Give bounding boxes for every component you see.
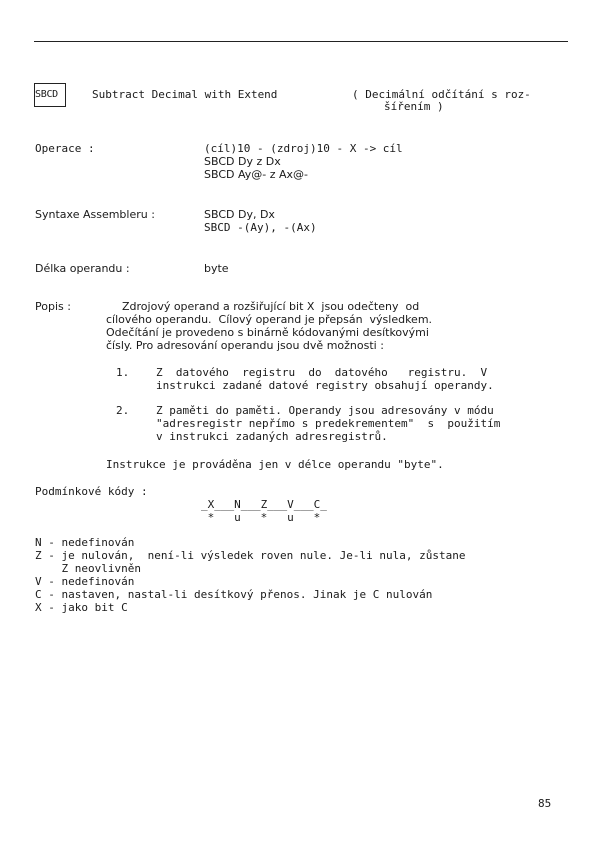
condition-legend-z-cont: Z neovlivněn bbox=[35, 562, 141, 575]
description-line-4: čísly. Pro adresování operandu jsou dvě možnosti : bbox=[106, 339, 384, 352]
list-item-1-line-1: Z datového registru do datového registru. V bbox=[156, 366, 488, 379]
list-item-2-line-2: "adresregistr nepřímo s predekrementem" s použitím bbox=[156, 417, 501, 430]
instruction-name-english: Subtract Decimal with Extend bbox=[92, 88, 278, 101]
operand-size-value: byte bbox=[204, 262, 229, 275]
list-item-2-line-3: v instrukci zadaných adresregistrů. bbox=[156, 430, 388, 443]
list-item-2-line-1: Z paměti do paměti. Operandy jsou adresovány v módu bbox=[156, 404, 494, 417]
instruction-name-czech-line2: šířením ) bbox=[384, 100, 444, 113]
description-line-1: Zdrojový operand a rozšiřující bit X jsou odečteny od bbox=[122, 300, 420, 313]
description-label: Popis : bbox=[35, 300, 71, 313]
description-line-2: cílového operandu. Cílový operand je přepsán výsledkem. bbox=[106, 313, 433, 326]
condition-legend-z: Z - je nulován, není-li výsledek roven nule. Je-li nula, zůstane bbox=[35, 549, 466, 562]
condition-legend-v: V - nedefinován bbox=[35, 575, 135, 588]
operation-label: Operace : bbox=[35, 142, 95, 155]
list-item-2-number: 2. bbox=[116, 404, 130, 417]
condition-effects-line: * u * u * bbox=[201, 511, 327, 524]
operation-line-2: SBCD Dy z Dx bbox=[204, 155, 281, 168]
page-number: 85 bbox=[538, 797, 552, 810]
list-item-1-line-2: instrukci zadané datové registry obsahují operandy. bbox=[156, 379, 494, 392]
condition-legend-n: N - nedefinován bbox=[35, 536, 135, 549]
syntax-label: Syntaxe Assembleru : bbox=[35, 208, 155, 221]
description-line-3: Odečítání je provedeno s binárně kódovanými desítkovými bbox=[106, 326, 429, 339]
condition-legend-x: X - jako bit C bbox=[35, 601, 128, 614]
condition-codes-label: Podmínkové kódy : bbox=[35, 485, 148, 498]
instruction-name-czech-line1: ( Decimální odčítání s roz- bbox=[352, 88, 531, 101]
syntax-line-1: SBCD Dy, Dx bbox=[204, 208, 275, 221]
operation-line-1: (cíl)10 - (zdroj)10 - X -> cíl bbox=[204, 142, 403, 155]
mnemonic-label: SBCD bbox=[35, 89, 58, 100]
operation-line-3: SBCD Ay@- z Ax@- bbox=[204, 168, 309, 181]
list-item-1-number: 1. bbox=[116, 366, 130, 379]
operand-size-label: Délka operandu : bbox=[35, 262, 130, 275]
syntax-line-2: SBCD -(Ay), -(Ax) bbox=[204, 221, 317, 234]
condition-flags-line: _X___N___Z___V___C_ bbox=[201, 498, 327, 511]
description-note: Instrukce je prováděna jen v délce operandu "byte". bbox=[106, 458, 444, 471]
condition-legend-c: C - nastaven, nastal-li desítkový přenos. Jinak je C nulován bbox=[35, 588, 433, 601]
top-rule bbox=[34, 41, 568, 42]
